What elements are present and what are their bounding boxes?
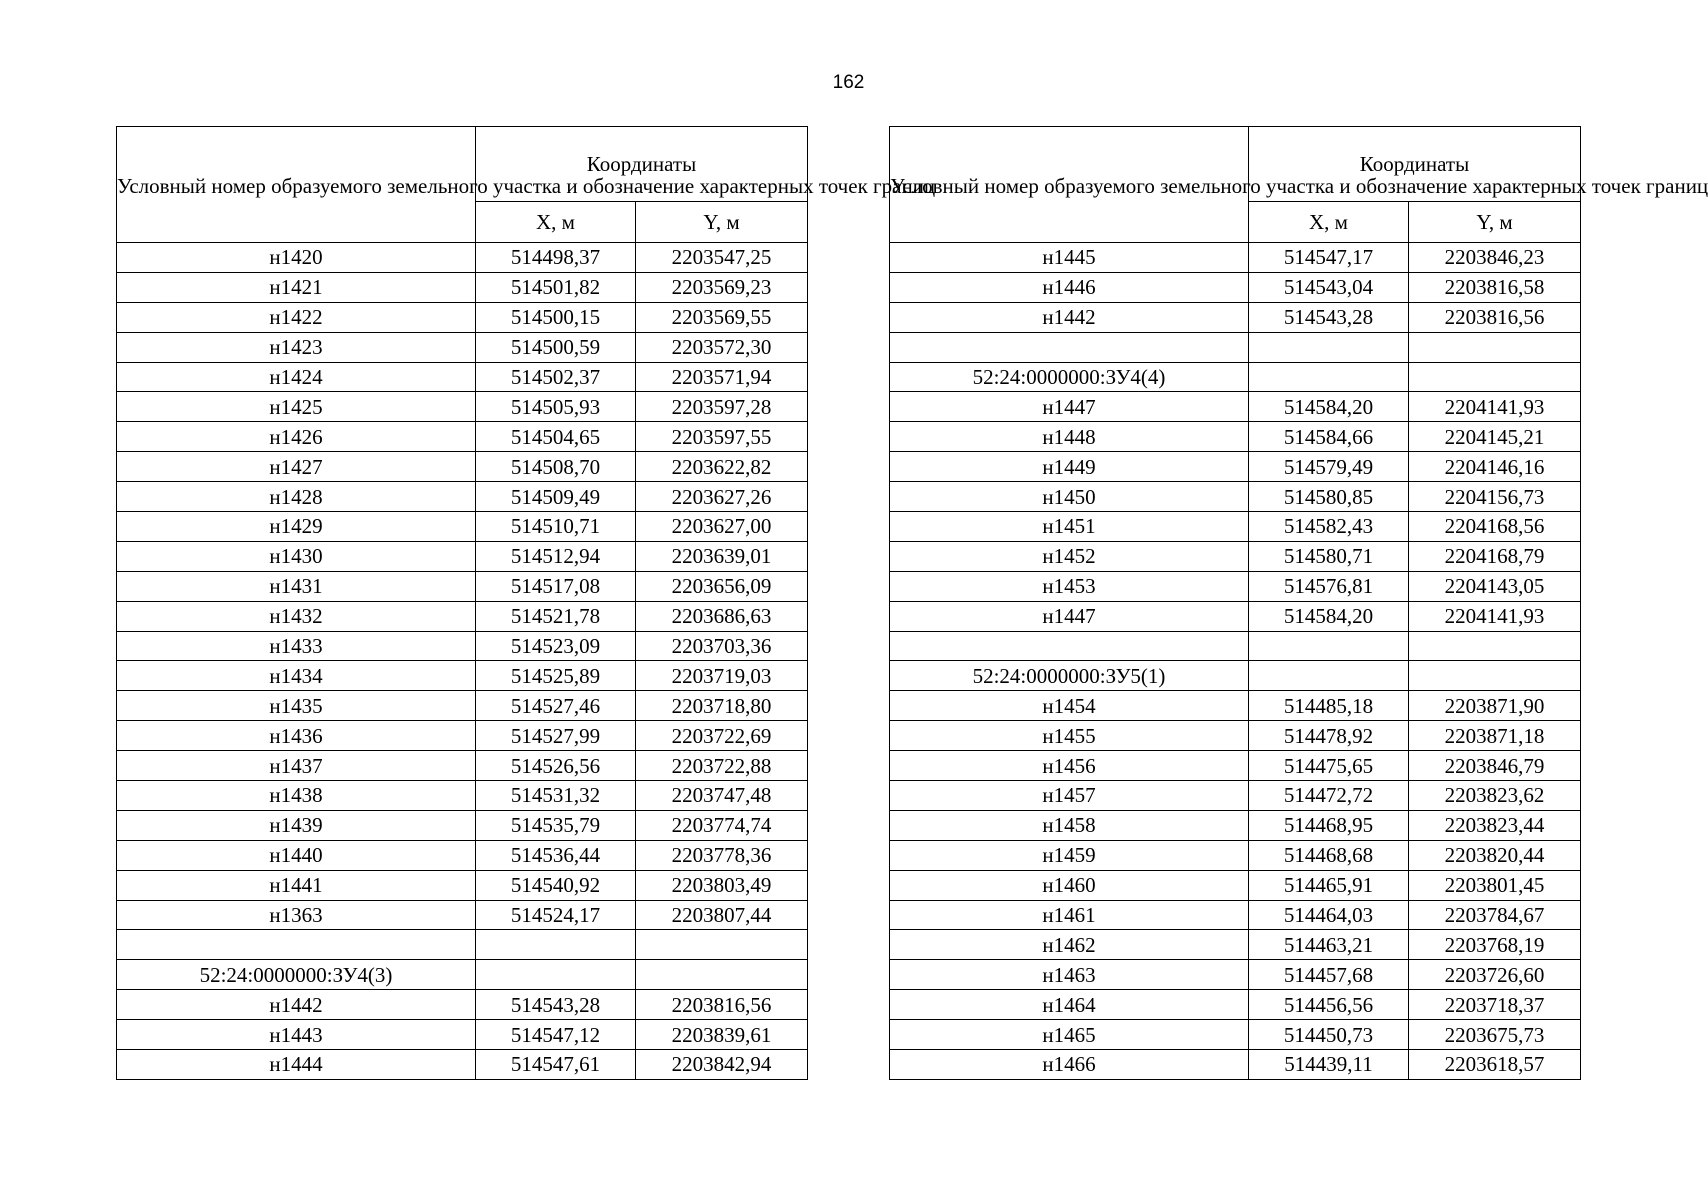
coordinates-table-right (889, 126, 1708, 1080)
y-coordinate-cell: 2203597,55 (636, 422, 808, 452)
y-coordinate-cell: 2203846,23 (1409, 243, 1581, 273)
header-y: Y, м (1409, 202, 1581, 243)
table-row (117, 571, 808, 601)
point-label-cell: н1451 (890, 512, 1249, 542)
point-label-cell: н1420 (117, 243, 476, 273)
y-coordinate-cell: 2203722,69 (636, 721, 808, 751)
point-label-cell: н1429 (117, 512, 476, 542)
y-coordinate-cell (1409, 332, 1581, 362)
point-label-cell: н1444 (117, 1050, 476, 1080)
table-row (890, 302, 1581, 332)
point-label-cell: н1423 (117, 332, 476, 362)
y-coordinate-cell: 2203639,01 (636, 541, 808, 571)
y-coordinate-cell: 2204168,79 (1409, 541, 1581, 571)
y-coordinate-cell: 2203842,94 (636, 1050, 808, 1080)
x-coordinate-cell: 514526,56 (476, 751, 636, 781)
table-row (890, 691, 1581, 721)
table-row (117, 392, 808, 422)
table-row (117, 1050, 808, 1080)
table-row (117, 422, 808, 452)
point-label-cell: н1426 (117, 422, 476, 452)
x-coordinate-cell: 514547,17 (1249, 243, 1409, 273)
point-label-cell: н1441 (117, 870, 476, 900)
x-coordinate-cell: 514456,56 (1249, 990, 1409, 1020)
point-label-cell: н1442 (890, 302, 1249, 332)
x-coordinate-cell: 514540,92 (476, 870, 636, 900)
point-label-cell: н1422 (117, 302, 476, 332)
header-x: X, м (476, 202, 636, 243)
point-label-cell: н1447 (890, 392, 1249, 422)
x-coordinate-cell: 514485,18 (1249, 691, 1409, 721)
y-coordinate-cell: 2203807,44 (636, 900, 808, 930)
table-row (890, 512, 1581, 542)
y-coordinate-cell: 2203820,44 (1409, 840, 1581, 870)
y-coordinate-cell: 2204141,93 (1409, 392, 1581, 422)
x-coordinate-cell: 514527,99 (476, 721, 636, 751)
y-coordinate-cell (636, 930, 808, 960)
point-label-cell: н1434 (117, 661, 476, 691)
point-label-cell: н1459 (890, 840, 1249, 870)
y-coordinate-cell: 2203656,09 (636, 571, 808, 601)
point-label-cell: н1440 (117, 840, 476, 870)
y-coordinate-cell: 2204141,93 (1409, 601, 1581, 631)
point-label-cell: н1363 (117, 900, 476, 930)
y-coordinate-cell: 2203801,45 (1409, 870, 1581, 900)
point-label-cell: н1439 (117, 810, 476, 840)
x-coordinate-cell: 514501,82 (476, 272, 636, 302)
table-row (117, 272, 808, 302)
x-coordinate-cell: 514547,12 (476, 1020, 636, 1050)
y-coordinate-cell: 2203597,28 (636, 392, 808, 422)
y-coordinate-cell: 2203571,94 (636, 362, 808, 392)
point-label-cell: н1443 (117, 1020, 476, 1050)
coordinates-table-left (116, 126, 936, 1080)
x-coordinate-cell: 514535,79 (476, 810, 636, 840)
point-label-cell: н1433 (117, 631, 476, 661)
table-row (890, 243, 1581, 273)
table-row (890, 392, 1581, 422)
point-label-cell: н1437 (117, 751, 476, 781)
table-row (890, 362, 1581, 392)
point-label-cell: н1460 (890, 870, 1249, 900)
table-row (890, 1020, 1581, 1050)
table-row (890, 272, 1581, 302)
table-row (890, 751, 1581, 781)
y-coordinate-cell: 2203686,63 (636, 601, 808, 631)
point-label-cell: н1457 (890, 781, 1249, 811)
x-coordinate-cell: 514543,28 (1249, 302, 1409, 332)
y-coordinate-cell: 2203803,49 (636, 870, 808, 900)
y-coordinate-cell: 2204156,73 (1409, 482, 1581, 512)
x-coordinate-cell: 514536,44 (476, 840, 636, 870)
y-coordinate-cell: 2203622,82 (636, 452, 808, 482)
table-row (117, 990, 808, 1020)
x-coordinate-cell: 514502,37 (476, 362, 636, 392)
point-label-cell: н1465 (890, 1020, 1249, 1050)
point-label-cell: н1445 (890, 243, 1249, 273)
y-coordinate-cell: 2203547,25 (636, 243, 808, 273)
point-label-cell: н1424 (117, 362, 476, 392)
y-coordinate-cell: 2203816,58 (1409, 272, 1581, 302)
point-label-cell: н1432 (117, 601, 476, 631)
y-coordinate-cell: 2203846,79 (1409, 751, 1581, 781)
table-row (117, 751, 808, 781)
x-coordinate-cell: 514525,89 (476, 661, 636, 691)
y-coordinate-cell (1409, 661, 1581, 691)
point-label-cell: н1435 (117, 691, 476, 721)
x-coordinate-cell: 514523,09 (476, 631, 636, 661)
table-row (117, 243, 808, 273)
x-coordinate-cell: 514579,49 (1249, 452, 1409, 482)
point-label-cell: н1450 (890, 482, 1249, 512)
x-coordinate-cell: 514500,15 (476, 302, 636, 332)
table-row (117, 960, 808, 990)
y-coordinate-cell: 2203675,73 (1409, 1020, 1581, 1050)
table-row (890, 452, 1581, 482)
x-coordinate-cell: 514472,72 (1249, 781, 1409, 811)
point-label-cell: н1452 (890, 541, 1249, 571)
x-coordinate-cell: 514547,61 (476, 1050, 636, 1080)
x-coordinate-cell: 514439,11 (1249, 1050, 1409, 1080)
table-row (117, 541, 808, 571)
y-coordinate-cell: 2204145,21 (1409, 422, 1581, 452)
x-coordinate-cell: 514582,43 (1249, 512, 1409, 542)
x-coordinate-cell: 514475,65 (1249, 751, 1409, 781)
y-coordinate-cell: 2203774,74 (636, 810, 808, 840)
table-row (117, 512, 808, 542)
table-row (117, 631, 808, 661)
table-row (890, 661, 1581, 691)
x-coordinate-cell: 514517,08 (476, 571, 636, 601)
point-label-cell: н1448 (890, 422, 1249, 452)
y-coordinate-cell: 2203719,03 (636, 661, 808, 691)
table-row (117, 691, 808, 721)
y-coordinate-cell: 2203618,57 (1409, 1050, 1581, 1080)
point-label-cell: н1461 (890, 900, 1249, 930)
table-row (890, 870, 1581, 900)
y-coordinate-cell: 2203572,30 (636, 332, 808, 362)
table-row (117, 840, 808, 870)
y-coordinate-cell: 2203823,44 (1409, 810, 1581, 840)
y-coordinate-cell: 2203839,61 (636, 1020, 808, 1050)
table-body-right (890, 243, 1581, 1080)
table-row (117, 721, 808, 751)
point-label-cell (890, 631, 1249, 661)
x-coordinate-cell: 514531,32 (476, 781, 636, 811)
y-coordinate-cell: 2203726,60 (1409, 960, 1581, 990)
x-coordinate-cell: 514464,03 (1249, 900, 1409, 930)
x-coordinate-cell: 514524,17 (476, 900, 636, 930)
table-row (890, 900, 1581, 930)
y-coordinate-cell: 2203768,19 (1409, 930, 1581, 960)
x-coordinate-cell: 514465,91 (1249, 870, 1409, 900)
y-coordinate-cell: 2203823,62 (1409, 781, 1581, 811)
table-row (117, 930, 808, 960)
y-coordinate-cell (636, 960, 808, 990)
table-body-left (117, 243, 808, 1080)
table-row (117, 452, 808, 482)
x-coordinate-cell: 514584,20 (1249, 601, 1409, 631)
point-label-cell: н1463 (890, 960, 1249, 990)
x-coordinate-cell: 514580,71 (1249, 541, 1409, 571)
y-coordinate-cell: 2203747,48 (636, 781, 808, 811)
x-coordinate-cell: 514505,93 (476, 392, 636, 422)
point-label-cell: н1456 (890, 751, 1249, 781)
y-coordinate-cell: 2204146,16 (1409, 452, 1581, 482)
table-row (117, 781, 808, 811)
x-coordinate-cell: 514521,78 (476, 601, 636, 631)
table-row (890, 1050, 1581, 1080)
x-coordinate-cell: 514584,66 (1249, 422, 1409, 452)
x-coordinate-cell (476, 960, 636, 990)
table-row (117, 362, 808, 392)
x-coordinate-cell: 514543,28 (476, 990, 636, 1020)
x-coordinate-cell: 514498,37 (476, 243, 636, 273)
x-coordinate-cell (1249, 362, 1409, 392)
header-y: Y, м (636, 202, 808, 243)
y-coordinate-cell: 2203718,37 (1409, 990, 1581, 1020)
point-label-cell: н1446 (890, 272, 1249, 302)
point-label-cell (890, 332, 1249, 362)
y-coordinate-cell: 2203627,26 (636, 482, 808, 512)
x-coordinate-cell (476, 930, 636, 960)
x-coordinate-cell: 514468,68 (1249, 840, 1409, 870)
y-coordinate-cell: 2204168,56 (1409, 512, 1581, 542)
table-row (890, 930, 1581, 960)
table-row (117, 601, 808, 631)
table-row (890, 960, 1581, 990)
y-coordinate-cell: 2203722,88 (636, 751, 808, 781)
header-coordinates: Координаты (476, 127, 808, 202)
table-row (890, 810, 1581, 840)
x-coordinate-cell: 514450,73 (1249, 1020, 1409, 1050)
point-label-cell: н1449 (890, 452, 1249, 482)
point-label-cell: н1466 (890, 1050, 1249, 1080)
point-label-cell: н1458 (890, 810, 1249, 840)
point-label-cell: н1421 (117, 272, 476, 302)
parcel-number-cell: 52:24:0000000:ЗУ5(1) (890, 661, 1249, 691)
table-row (117, 900, 808, 930)
point-label-cell: н1464 (890, 990, 1249, 1020)
y-coordinate-cell: 2203703,36 (636, 631, 808, 661)
x-coordinate-cell (1249, 661, 1409, 691)
point-label-cell (117, 930, 476, 960)
point-label-cell: н1462 (890, 930, 1249, 960)
point-label-cell: н1447 (890, 601, 1249, 631)
header-label-text: Условный номер образуемого земельного участка и обозначение характерных точек границ (890, 173, 1708, 198)
x-coordinate-cell: 514576,81 (1249, 571, 1409, 601)
x-coordinate-cell: 514527,46 (476, 691, 636, 721)
table-row (890, 422, 1581, 452)
point-label-cell: н1454 (890, 691, 1249, 721)
point-label-cell: н1430 (117, 541, 476, 571)
x-coordinate-cell: 514580,85 (1249, 482, 1409, 512)
table-row (890, 990, 1581, 1020)
y-coordinate-cell: 2203778,36 (636, 840, 808, 870)
table-row (117, 332, 808, 362)
page-number: 162 (832, 72, 865, 93)
y-coordinate-cell: 2203816,56 (636, 990, 808, 1020)
x-coordinate-cell: 514457,68 (1249, 960, 1409, 990)
table-row (117, 810, 808, 840)
table-row (117, 870, 808, 900)
point-label-cell: н1425 (117, 392, 476, 422)
x-coordinate-cell: 514512,94 (476, 541, 636, 571)
table-row (890, 631, 1581, 661)
point-label-cell: н1431 (117, 571, 476, 601)
y-coordinate-cell: 2203871,90 (1409, 691, 1581, 721)
x-coordinate-cell: 514584,20 (1249, 392, 1409, 422)
parcel-number-cell: 52:24:0000000:ЗУ4(4) (890, 362, 1249, 392)
header-coordinates: Координаты (1249, 127, 1581, 202)
x-coordinate-cell: 514543,04 (1249, 272, 1409, 302)
point-label-cell: н1438 (117, 781, 476, 811)
x-coordinate-cell (1249, 332, 1409, 362)
x-coordinate-cell: 514478,92 (1249, 721, 1409, 751)
x-coordinate-cell: 514463,21 (1249, 930, 1409, 960)
point-label-cell: н1442 (117, 990, 476, 1020)
y-coordinate-cell: 2203784,67 (1409, 900, 1581, 930)
y-coordinate-cell: 2203816,56 (1409, 302, 1581, 332)
y-coordinate-cell: 2203871,18 (1409, 721, 1581, 751)
x-coordinate-cell: 514468,95 (1249, 810, 1409, 840)
point-label-cell: н1455 (890, 721, 1249, 751)
x-coordinate-cell: 514510,71 (476, 512, 636, 542)
y-coordinate-cell: 2203627,00 (636, 512, 808, 542)
table-row (890, 332, 1581, 362)
y-coordinate-cell: 2203718,80 (636, 691, 808, 721)
header-label-text: Условный номер образуемого земельного участка и обозначение характерных точек границ (117, 173, 936, 198)
point-label-cell: н1453 (890, 571, 1249, 601)
table-row (117, 661, 808, 691)
table-row (890, 601, 1581, 631)
table-row (117, 302, 808, 332)
x-coordinate-cell: 514508,70 (476, 452, 636, 482)
header-x: X, м (1249, 202, 1409, 243)
x-coordinate-cell: 514500,59 (476, 332, 636, 362)
table-row (890, 840, 1581, 870)
table-row (890, 482, 1581, 512)
y-coordinate-cell: 2204143,05 (1409, 571, 1581, 601)
y-coordinate-cell: 2203569,23 (636, 272, 808, 302)
point-label-cell: н1428 (117, 482, 476, 512)
x-coordinate-cell: 514504,65 (476, 422, 636, 452)
table-row (117, 482, 808, 512)
table-row (117, 1020, 808, 1050)
y-coordinate-cell: 2203569,55 (636, 302, 808, 332)
table-row (890, 571, 1581, 601)
x-coordinate-cell (1249, 631, 1409, 661)
y-coordinate-cell (1409, 631, 1581, 661)
table-row (890, 541, 1581, 571)
y-coordinate-cell (1409, 362, 1581, 392)
parcel-number-cell: 52:24:0000000:ЗУ4(3) (117, 960, 476, 990)
table-row (890, 721, 1581, 751)
point-label-cell: н1436 (117, 721, 476, 751)
table-row (890, 781, 1581, 811)
x-coordinate-cell: 514509,49 (476, 482, 636, 512)
point-label-cell: н1427 (117, 452, 476, 482)
